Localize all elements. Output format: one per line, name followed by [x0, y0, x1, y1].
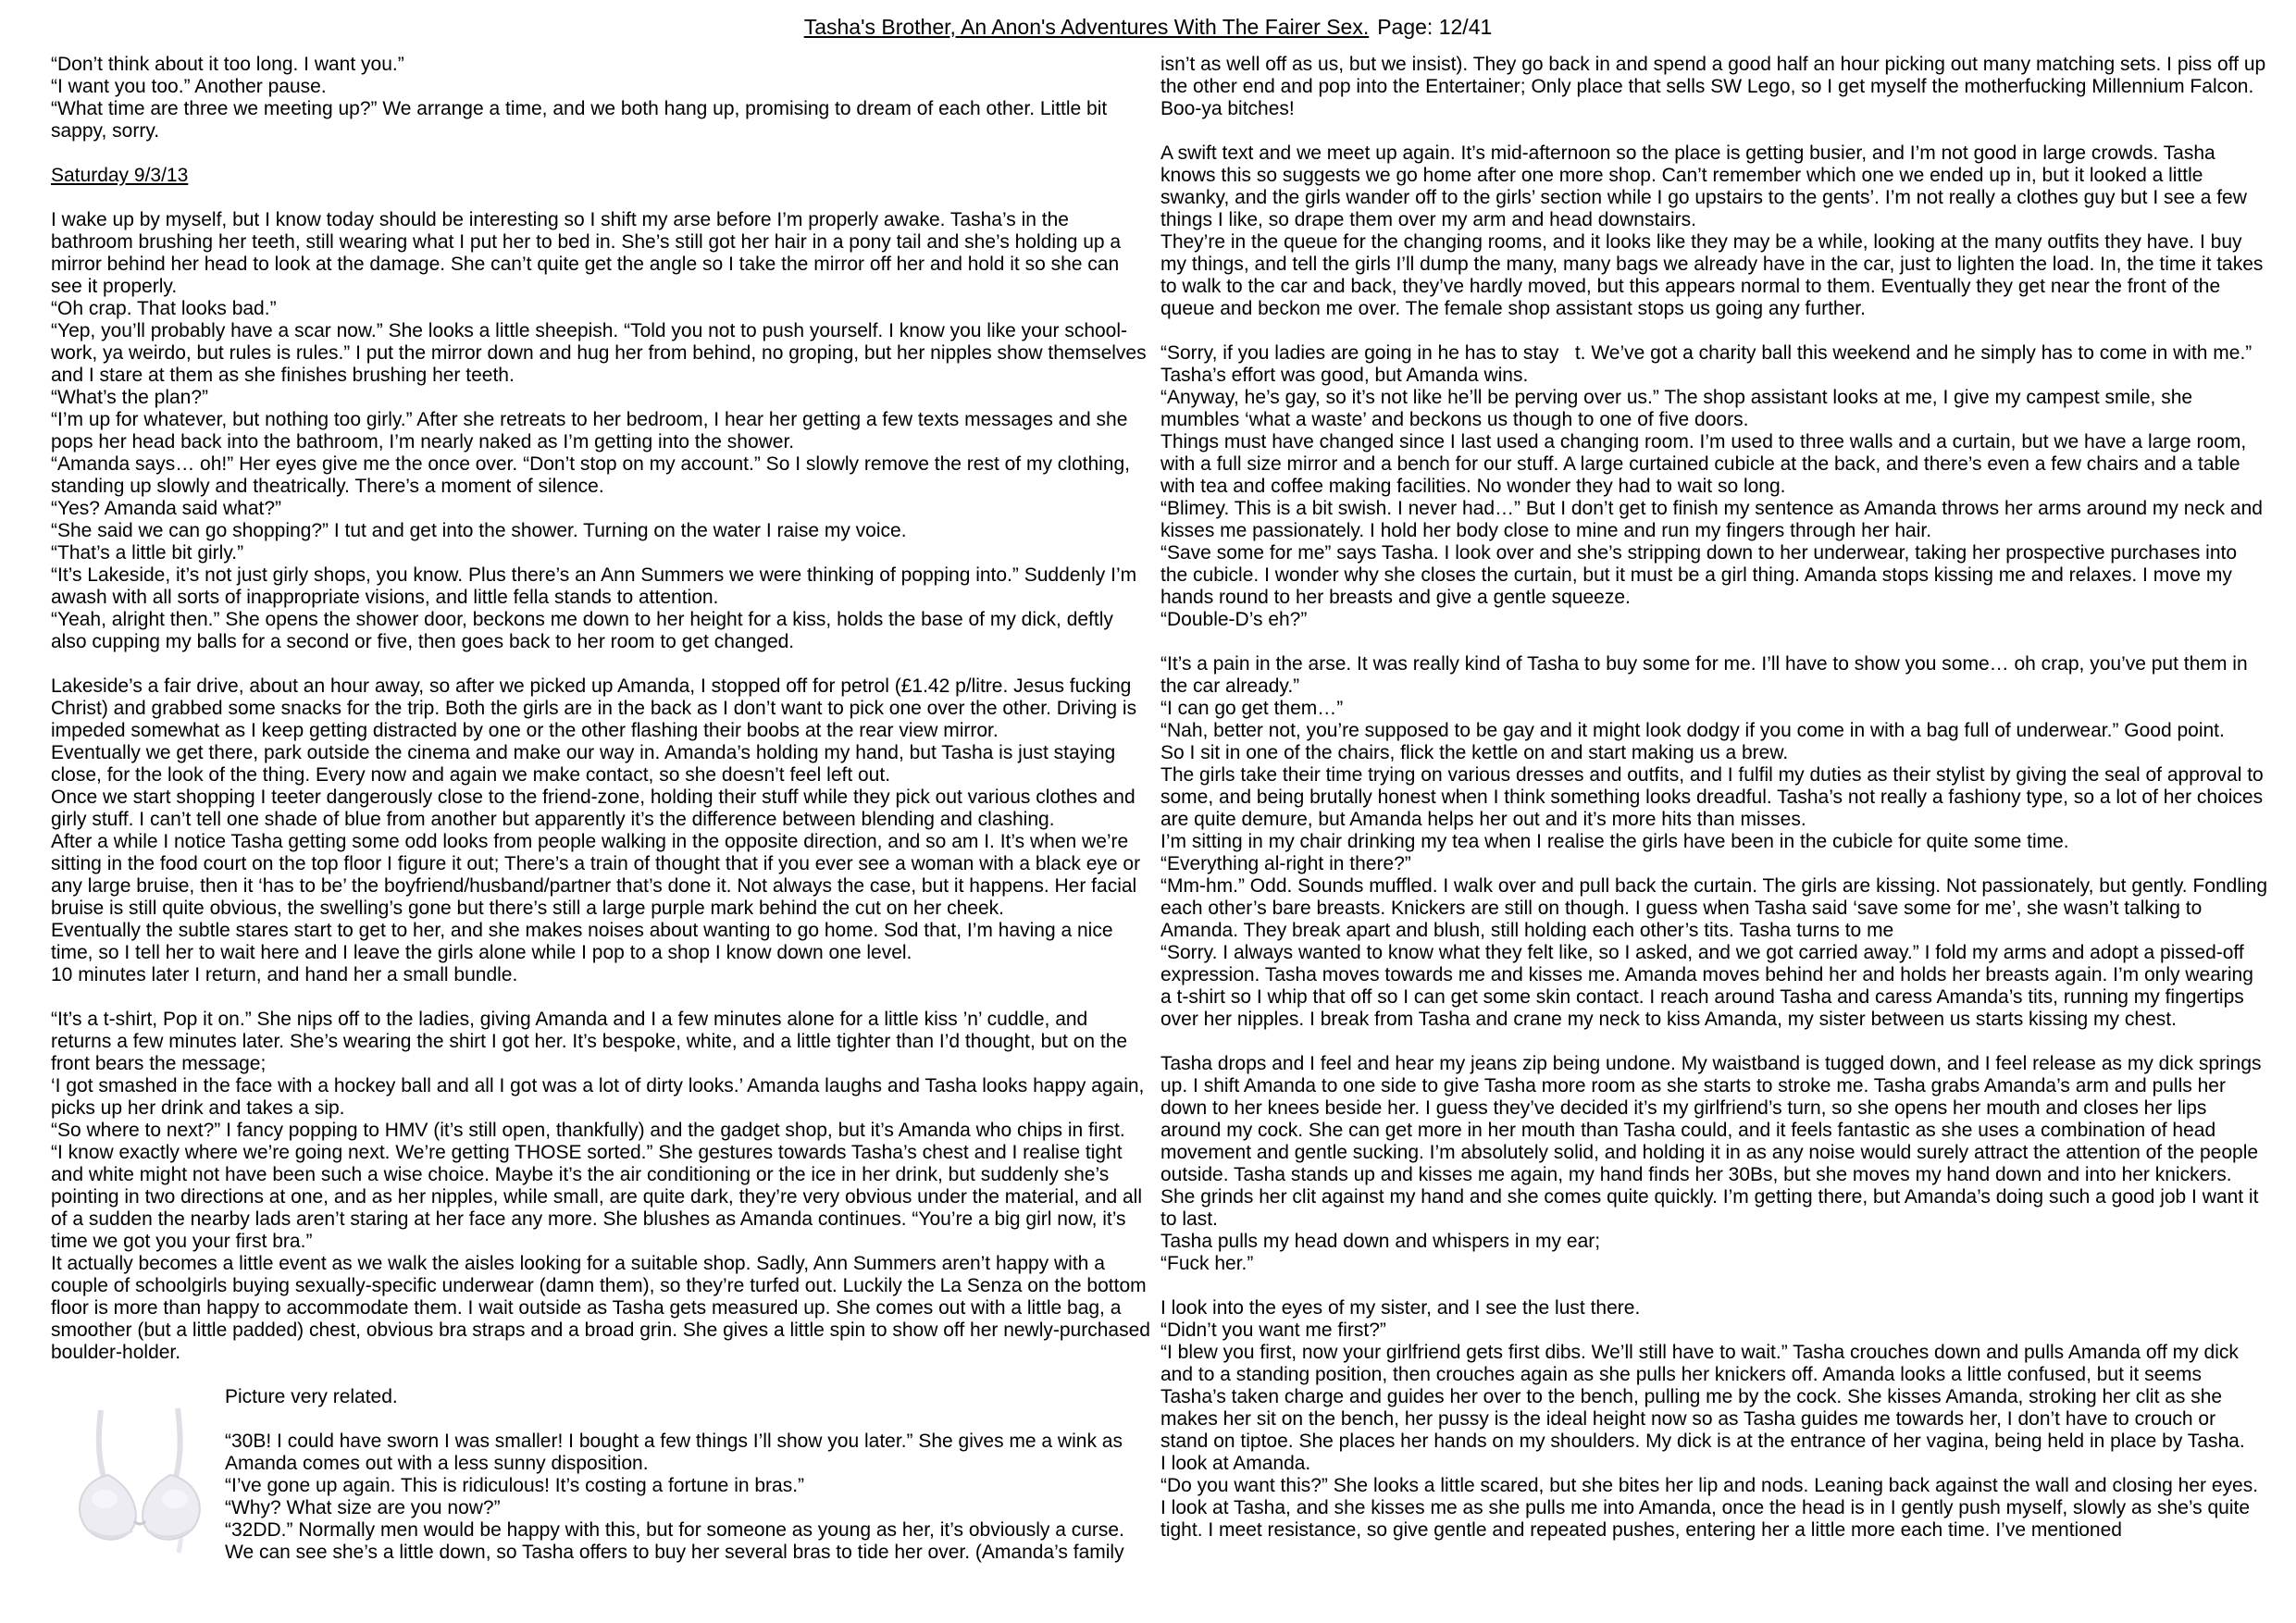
paragraph: “I’ve gone up again. This is ridiculous! It’s costing a fortune in bras.” [225, 1475, 805, 1496]
paragraph: “She said we can go shopping?” I tut and get into the shower. Turning on the water I raise my voice. [51, 520, 907, 541]
blank-line [51, 187, 1152, 209]
paragraph: isn’t as well off as us, but we insist). They go back in and spend a good half an hour picking out many matching sets. I piss off up the other end and pop into the Entertainer; Only place that sells SW Lego, so I get myself the motherfucking Millennium Falcon. Boo-ya bitches! [1160, 54, 2266, 119]
paragraph: Once we start shopping I teeter dangerously close to the friend-zone, holding their stuff while they pick out various clothes and girly stuff. I can’t tell one shade of blue from another but apparently it’s the difference between blending and clashing. [51, 787, 1136, 830]
blank-line [1160, 320, 2267, 342]
paragraph: “Do you want this?” She looks a little scared, but she bites her lip and nods. Leaning back against the wall and closing her eyes. I look at Tasha, and she kisses me as she pulls me into Amanda, once the head is in I gently push myself, slowly as she’s quite tight. I meet resistance, so give gentle and repeated pushes, entering her a little more each time. I’ve mentioned [1160, 1475, 2259, 1541]
paragraph: “It’s Lakeside, it’s not just girly shops, you know. Plus there’s an Ann Summers we were thinking of popping into.” Suddenly I’m awash with all sorts of inappropriate visions, and little fella stands to attention. [51, 564, 1137, 608]
page-header [0, 15, 2296, 39]
paragraph: “I blew you first, now your girlfriend gets first dibs. We’ll still have to wait.” Tasha crouches down and pulls Amanda off my dick and to a standing position, then crouches again as she pulls her knickers off. Amanda looks a little confused, but it seems Tasha’s taken charge and guides her over to the bench, pulling me by the cock. She kisses Amanda, stroking her clit as she makes her sit on the bench, her pussy is the ideal height now so as Tasha guides me towards her, I don’t have to crouch or stand on tiptoe. She places her hands on my shoulders. My dick is at the entrance of her vagina, being held in place by Tasha. [1160, 1342, 2245, 1452]
paragraph: So I sit in one of the chairs, flick the kettle on and start making us a brew. [1160, 742, 1789, 763]
paragraph: “That’s a little bit girly.” [51, 542, 244, 564]
paragraph: “Oh crap. That looks bad.” [51, 298, 277, 319]
paragraph: “It’s a t-shirt, Pop it on.” She nips off to the ladies, giving Amanda and I a few minutes alone for a little kiss ’n’ cuddle, and returns a few minutes later. She’s wearing the shirt I got her. It’s bespoke, white, and a little tighter than I’d thought, but on the front bears the message; [51, 1009, 1128, 1074]
paragraph: “Yes? Amanda said what?” [51, 498, 282, 519]
paragraph: “Mm-hm.” Odd. Sounds muffled. I walk over and pull back the curtain. The girls are kissing. Not passionately, but gently. Fondling each other’s bare breasts. Knickers are still on though. I guess when Tasha said ‘save some for me’, she wasn’t talking to Amanda. They break apart and blush, still holding each other’s tits. Tasha turns to me [1160, 875, 2268, 941]
paragraph: “Don’t think about it too long. I want you.” [51, 54, 404, 75]
date-heading: Saturday 9/3/13 [51, 165, 189, 186]
figure-caption: Picture very related. [225, 1386, 398, 1407]
paragraph: “Everything al-right in there?” [1160, 853, 1411, 874]
paragraph: Tasha drops and I feel and hear my jeans zip being undone. My waistband is tugged down, and I feel release as my dick springs up. I shift Amanda to one side to give Tasha more room as she starts to stroke me. Tasha grabs Amanda’s arm and pulls her down to her knees beside her. I guess they’ve decided it’s my girlfriend’s turn, so she opens her mouth and closes her lips around my cock. She can get more in her mouth than Tasha could, and it feels fantastic as she uses a combination of head movement and gentle sucking. I’m absolutely solid, and holding it in as any noise would surely attract the attention of the people outside. Tasha stands up and kisses me again, my hand finds her 30Bs, but she moves my hand down and into her knickers. She grinds her clit against my hand and she comes quite quickly. I’m getting there, but Amanda’s doing such a good job I want it to last. [1160, 1053, 2262, 1230]
paragraph: “Anyway, he’s gay, so it’s not like he’ll be perving over us.” The shop assistant looks at me, I give my campest smile, she mumbles ‘what a waste’ and beckons us though to one of five doors. [1160, 387, 2193, 430]
blank-line [1160, 631, 2267, 653]
paragraph: “Save some for me” says Tasha. I look over and she’s stripping down to her underwear, taking her prospective purchases into the cubicle. I wonder why she closes the curtain, but it must be a girl thing. Amanda stops kissing me and relaxes. I move my hands round to her breasts and give a gentle squeeze. [1160, 542, 2238, 608]
column-right [1160, 54, 2267, 1542]
paragraph: “Yep, you’ll probably have a scar now.” She looks a little sheepish. “Told you not to push yourself. I know you like your school-work, ya weirdo, but rules is rules.” I put the mirror down and hug her from behind, no groping, but her nipples show themselves and I stare at them as she finishes brushing her teeth. [51, 320, 1147, 386]
figure-text-blocks [225, 1431, 1152, 1564]
paragraph: “I want you too.” Another pause. [51, 76, 327, 97]
paragraph: “Sorry, if you ladies are going in he has to stay t. We’ve got a charity ball this weekend and he simply has to come in with me.” Tasha’s effort was good, but Amanda wins. [1160, 342, 2253, 386]
paragraph: “What time are three we meeting up?” We arrange a time, and we both hang up, promising to dream of each other. Little bit sappy, sorry. [51, 98, 1108, 142]
paragraph: “Nah, better not, you’re supposed to be gay and it might look dodgy if you come in with a bag full of underwear.” Good point. [1160, 720, 2225, 741]
paragraph: “So where to next?” I fancy popping to HMV (it’s still open, thankfully) and the gadget shop, but it’s Amanda who chips in first. [51, 1120, 1125, 1141]
page-number-label: Page: 12/41 [1377, 15, 1493, 39]
paragraph: “Double-D’s eh?” [1160, 609, 1308, 630]
paragraph: 10 minutes later I return, and hand her a small bundle. [51, 964, 518, 985]
blank-line [51, 1408, 1152, 1431]
paragraph: “Sorry. I always wanted to know what they felt like, so I asked, and we got carried away.” I fold my arms and adopt a pissed-off expression. Tasha moves towards me and kisses me. Amanda moves behind her and holds her breasts again. I’m only wearing a t-shirt so I whip that off so I can get some skin contact. I reach around Tasha and caress Amanda’s tits, running my fingertips over her nipples. I break from Tasha and crane my neck to kiss Amanda, my sister between us starts kissing my chest. [1160, 942, 2253, 1030]
bra-image [68, 1403, 212, 1560]
paragraph: “Amanda says… oh!” Her eyes give me the once over. “Don’t stop on my account.” So I slowly remove the rest of my clothing, standing up slowly and theatrically. There’s a moment of silence. [51, 453, 1131, 497]
blank-line [1160, 120, 2267, 142]
paragraph: Things must have changed since I last used a changing room. I’m used to three walls and a curtain, but we have a large room, with a full size mirror and a bench for our stuff. A large curtained cubicle at the back, and there’s even a few chairs and a table with tea and coffee making facilities. No wonder they had to wait so long. [1160, 431, 2247, 497]
paragraph: “I know exactly where we’re going next. We’re getting THOSE sorted.” She gestures towards Tasha’s chest and I realise tight and white might not have been such a wise choice. Maybe it’s the air conditioning or the ice in her drink, but suddenly she’s pointing in two directions at one, and as her nipples, while small, are quite dark, they’re very obvious under the material, and all of a sudden the nearby lads aren’t staring at her face any more. She blushes as Amanda continues. “You’re a big girl now, it’s time we got you your first bra.” [51, 1142, 1142, 1252]
paragraph: The girls take their time trying on various dresses and outfits, and I fulfil my duties as their stylist by giving the seal of approval to some, and being brutally honest when I think something looks dreadful. Tasha’s not really a fashiony type, so a lot of her choices are quite demure, but Amanda helps her out and it’s more hits than misses. [1160, 764, 2264, 830]
paragraph: “I can go get them…” [1160, 698, 1344, 719]
paragraph: Eventually the subtle stares start to get to her, and she makes noises about wanting to go home. Sod that, I’m having a nice time, so I tell her to wait here and I leave the girls alone while I pop to a shop I know down one level. [51, 920, 1113, 963]
paragraph: I wake up by myself, but I know today should be interesting so I shift my arse before I’m properly awake. Tasha’s in the bathroom brushing her teeth, still wearing what I put her to bed in. She’s still got her hair in a pony tail and she’s holding up a mirror behind her head to look at the damage. She can’t quite get the angle so I take the mirror off her and hold it so she can see it properly. [51, 209, 1122, 297]
paragraph: After a while I notice Tasha getting some odd looks from people walking in the opposite direction, and so am I. It’s when we’re sitting in the food court on the top floor I figure it out; There’s a train of thought that if you ever see a woman with a black eye or any large bruise, then it ‘has to be’ the boyfriend/husband/partner that’s done it. Not always the case, but it happens. Her facial bruise is still quite obvious, the swelling’s gone but there’s still a large purple mark behind the cut on her cheek. [51, 831, 1141, 919]
blank-line [51, 986, 1152, 1009]
paragraph: “I’m up for whatever, but nothing too girly.” After she retreats to her bedroom, I hear her getting a few texts messages and she pops her head back into the bathroom, I’m nearly naked as I’m getting into the shower. [51, 409, 1128, 452]
paragraph: I look into the eyes of my sister, and I see the lust there. [1160, 1297, 1641, 1319]
paragraph: It actually becomes a little event as we walk the aisles looking for a suitable shop. Sadly, Ann Summers aren’t happy with a couple of schoolgirls buying sexually-specific underwear (damn them), so they’re turfed out. Luckily the La Senza on the bottom floor is more than happy to accommodate them. I wait outside as Tasha gets measured up. She comes out with a little bag, a smoother (but a little padded) chest, obvious bra straps and a broad grin. She gives a little spin to show off her newly-purchased boulder-holder. [51, 1253, 1150, 1363]
paragraph: “It’s a pain in the arse. It was really kind of Tasha to buy some for me. I’ll have to show you some… oh crap, you’ve put them in the car already.” [1160, 653, 2248, 697]
paragraph: I look at Amanda. [1160, 1453, 1311, 1474]
paragraph: Tasha pulls my head down and whispers in my ear; [1160, 1231, 1601, 1252]
blank-line [51, 653, 1152, 675]
paragraph: “What’s the plan?” [51, 387, 209, 408]
paragraph: I’m sitting in my chair drinking my tea when I realise the girls have been in the cubicle for quite some time. [1160, 831, 2069, 852]
page-title: Tasha's Brother, An Anon's Adventures With The Fairer Sex. [803, 15, 1370, 39]
paragraph: ‘I got smashed in the face with a hockey ball and all I got was a lot of dirty looks.’ Amanda laughs and Tasha looks happy again, picks up her drink and takes a sip. [51, 1075, 1145, 1119]
blank-line [51, 1364, 1152, 1386]
paragraph: “Blimey. This is a bit swish. I never had…” But I don’t get to finish my sentence as Amanda throws her arms around my neck and kisses me passionately. I hold her body close to mine and run my fingers through her hair. [1160, 498, 2263, 541]
column-right-blocks [1160, 54, 2267, 1542]
blank-line [1160, 1031, 2267, 1053]
paragraph: Lakeside’s a fair drive, about an hour away, so after we picked up Amanda, I stopped off for petrol (£1.42 p/litre. Jesus fucking Christ) and grabbed some snacks for the trip. Both the girls are in the back as I don’t want to pick one over the other. Driving is impeded somewhat as I keep getting distracted by one or the other flashing their boobs at the rear view mirror. [51, 675, 1137, 741]
paragraph: “Didn’t you want me first?” [1160, 1319, 1386, 1341]
paragraph: Eventually we get there, park outside the cinema and make our way in. Amanda’s holding my hand, but Tasha is just staying close, for the look of the thing. Every now and again we make contact, so she doesn’t feel left out. [51, 742, 1116, 786]
paragraph: “Why? What size are you now?” [225, 1497, 501, 1518]
paragraph: “Yeah, alright then.” She opens the shower door, beckons me down to her height for a kiss, holds the base of my dick, deftly also cupping my balls for a second or five, then goes back to her room to get changed. [51, 609, 1113, 652]
paragraph: A swift text and we meet up again. It’s mid-afternoon so the place is getting busier, and I’m not good in large crowds. Tasha knows this so suggests we go home after one more shop. Can’t remember which one we ended up in, but it looked a little swanky, and the girls wander off to the girls’ section while I go upstairs to the gents’. I’m not really a clothes guy but I see a few things I like, so drape them over my arm and head downstairs. [1160, 142, 2247, 230]
blank-line [1160, 1275, 2267, 1297]
paragraph: “32DD.” Normally men would be happy with this, but for someone as young as her, it’s obviously a curse. We can see she’s a little down, so Tasha offers to buy her several bras to tide her over. (Amanda’s family [225, 1519, 1124, 1563]
paragraph: “30B! I could have sworn I was smaller! I bought a few things I’ll show you later.” She gives me a wink as Amanda comes out with a less sunny disposition. [225, 1431, 1123, 1474]
figure-section [51, 1386, 1152, 1564]
column-left-blocks [51, 54, 1152, 1386]
paragraph: “Fuck her.” [1160, 1253, 1254, 1274]
column-left [51, 54, 1152, 1564]
blank-line [51, 142, 1152, 165]
paragraph: They’re in the queue for the changing rooms, and it looks like they may be a while, looking at the many outfits they have. I buy my things, and tell the girls I’ll dump the many, many bags we already have in the car, just to lighten the load. In, the time it takes to walk to the car and back, they’ve hardly moved, but this appears normal to them. Eventually they get near the front of the queue and beckon me over. The female shop assistant stops us going any further. [1160, 231, 2264, 319]
